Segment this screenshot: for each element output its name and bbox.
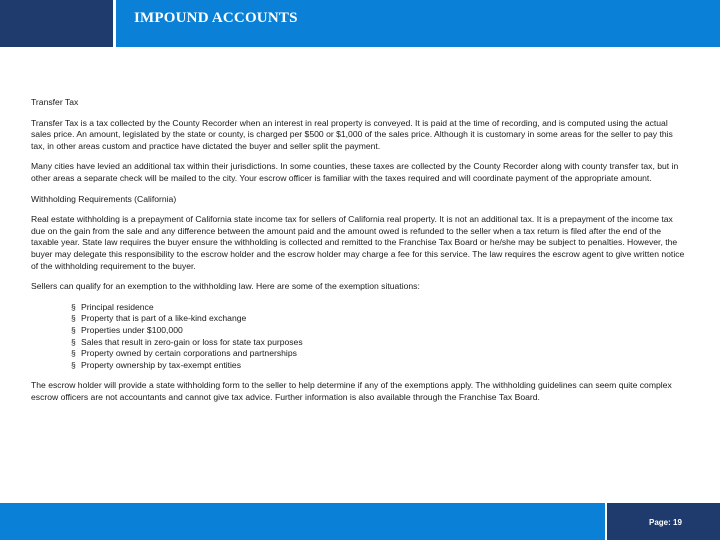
exemption-intro: Sellers can qualify for an exemption to the withholding law. Here are some of the exemption situations:	[31, 281, 420, 292]
list-item-text: Principal residence	[81, 301, 154, 312]
list-item-text: Property that is part of a like-kind exchange	[81, 313, 247, 324]
bullet-icon: §	[71, 301, 76, 312]
bullet-icon: §	[71, 359, 76, 370]
header-accent-block	[0, 0, 113, 47]
list-item-text: Property owned by certain corporations and partnerships	[81, 348, 297, 359]
list-item-text: Properties under $100,000	[81, 324, 183, 335]
footer-bar	[0, 503, 605, 540]
list-item	[71, 302, 688, 314]
list-item	[71, 337, 688, 349]
bullet-icon: §	[71, 324, 76, 335]
transfer-tax-paragraph-1: Transfer Tax is a tax collected by the County Recorder when an interest in real property is conveyed. It is paid at the time of recording, and is computed using the actual sales price. An amount, legislated by the state or county, is charged per $500 or $1,000 of the sales price. Although it is customary in some areas for the seller to pay this tax, in other areas custom and practice have dictated the buyer and seller split the payment.	[31, 117, 673, 151]
bullet-icon: §	[71, 313, 76, 324]
withholding-paragraph: Real estate withholding is a prepayment of California state income tax for sellers of California real property. It is not an additional tax. It is a prepayment of the income tax due on the gain from the sale and any difference between the amount paid and the amount owed is refunded to the seller when a tax return is filed after the end of the taxable year. State law requires the buyer ensure the withholding is collected and remitted to the Franchise Tax Board or he/she may be subject to penalties. However, the buyer may delegate this responsibility to the escrow holder and the escrow holder may charge a fee for this service. The law requires the escrow agent to give written notice of the withholding requirement to the buyer.	[31, 214, 685, 271]
bullet-icon: §	[71, 336, 76, 347]
list-item	[71, 313, 688, 325]
list-item-text: Property ownership by tax-exempt entities	[81, 359, 242, 370]
list-item-text: Sales that result in zero-gain or loss for state tax purposes	[81, 336, 303, 347]
list-item	[71, 360, 688, 372]
document-body	[31, 97, 688, 412]
bullet-icon: §	[71, 348, 76, 359]
transfer-tax-heading: Transfer Tax	[31, 97, 79, 107]
list-item	[71, 325, 688, 337]
page-number: Page: 19	[649, 518, 682, 527]
withholding-heading: Withholding Requirements (California)	[31, 193, 177, 204]
exemption-list	[71, 302, 688, 372]
page-title: IMPOUND ACCOUNTS	[134, 10, 298, 26]
closing-paragraph: The escrow holder will provide a state withholding form to the seller to help determine if any of the exemptions apply. The withholding guidelines can seem quite complex escrow officers are not accountants and cannot give tax advice. Further information is also available through the Franchise Tax Board.	[31, 380, 672, 402]
transfer-tax-paragraph-2: Many cities have levied an additional tax within their jurisdictions. In some counties, these taxes are collected by the County Recorder along with county transfer tax, but in other areas a separate check will be mailed to the city. Your escrow officer is familiar with the taxes required and will coordinate payment of the appropriate amount.	[31, 161, 679, 183]
list-item	[71, 348, 688, 360]
